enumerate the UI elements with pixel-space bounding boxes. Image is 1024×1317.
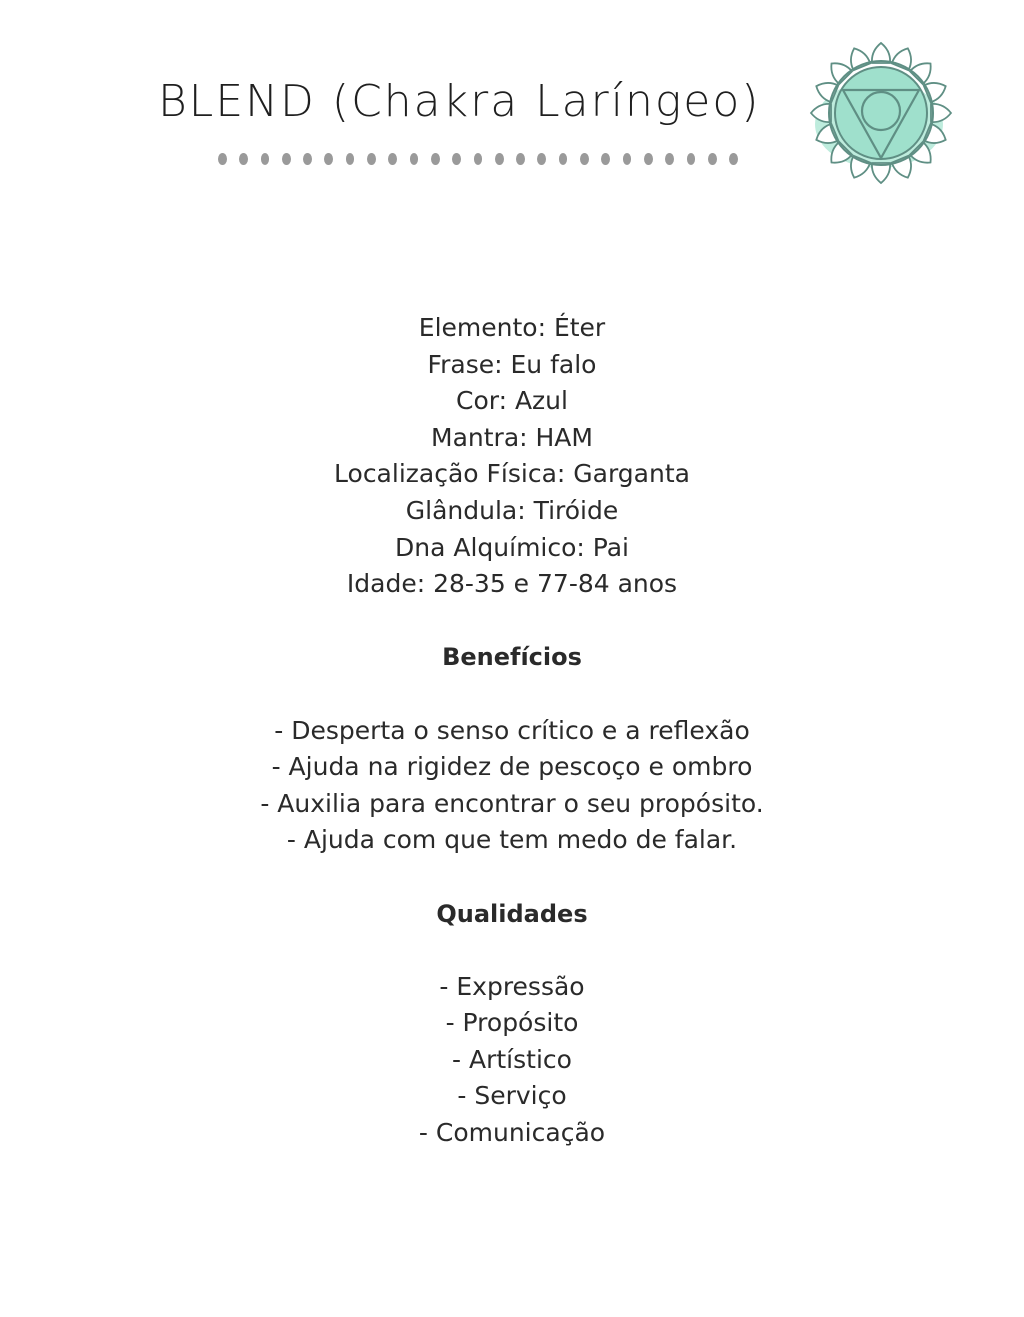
quality-item: - Expressão: [439, 971, 585, 1001]
page-title: BLEND (Chakra Laríngeo): [158, 76, 761, 127]
attribute-age: Idade: 28-35 e 77-84 anos: [346, 569, 678, 599]
quality-item: - Artístico: [452, 1044, 572, 1074]
attribute-element: Elemento: Éter: [418, 313, 606, 342]
benefit-item: - Desperta o senso crítico e a reflexão: [274, 715, 750, 745]
attribute-dna: Dna Alquímico: Pai: [395, 532, 629, 562]
benefit-item: - Ajuda na rigidez de pescoço e ombro: [271, 752, 753, 782]
attribute-mantra: Mantra: HAM: [431, 422, 593, 452]
quality-item: - Propósito: [445, 1008, 579, 1038]
throat-chakra-mandala-icon: [805, 40, 957, 186]
attribute-color: Cor: Azul: [456, 386, 568, 416]
content-block: [0, 310, 1024, 1152]
attribute-gland: Glândula: Tiróide: [405, 495, 619, 525]
dotted-divider: [218, 152, 738, 166]
attribute-phrase: Frase: Eu falo: [427, 349, 597, 379]
benefit-item: - Ajuda com que tem medo de falar.: [286, 825, 738, 855]
qualities-heading: Qualidades: [436, 899, 588, 928]
quality-item: - Comunicação: [418, 1118, 606, 1148]
benefits-heading: Benefícios: [442, 643, 582, 672]
benefit-item: - Auxilia para encontrar o seu propósito.: [260, 788, 764, 818]
attribute-location: Localização Física: Garganta: [334, 459, 690, 489]
quality-item: - Serviço: [457, 1081, 567, 1111]
